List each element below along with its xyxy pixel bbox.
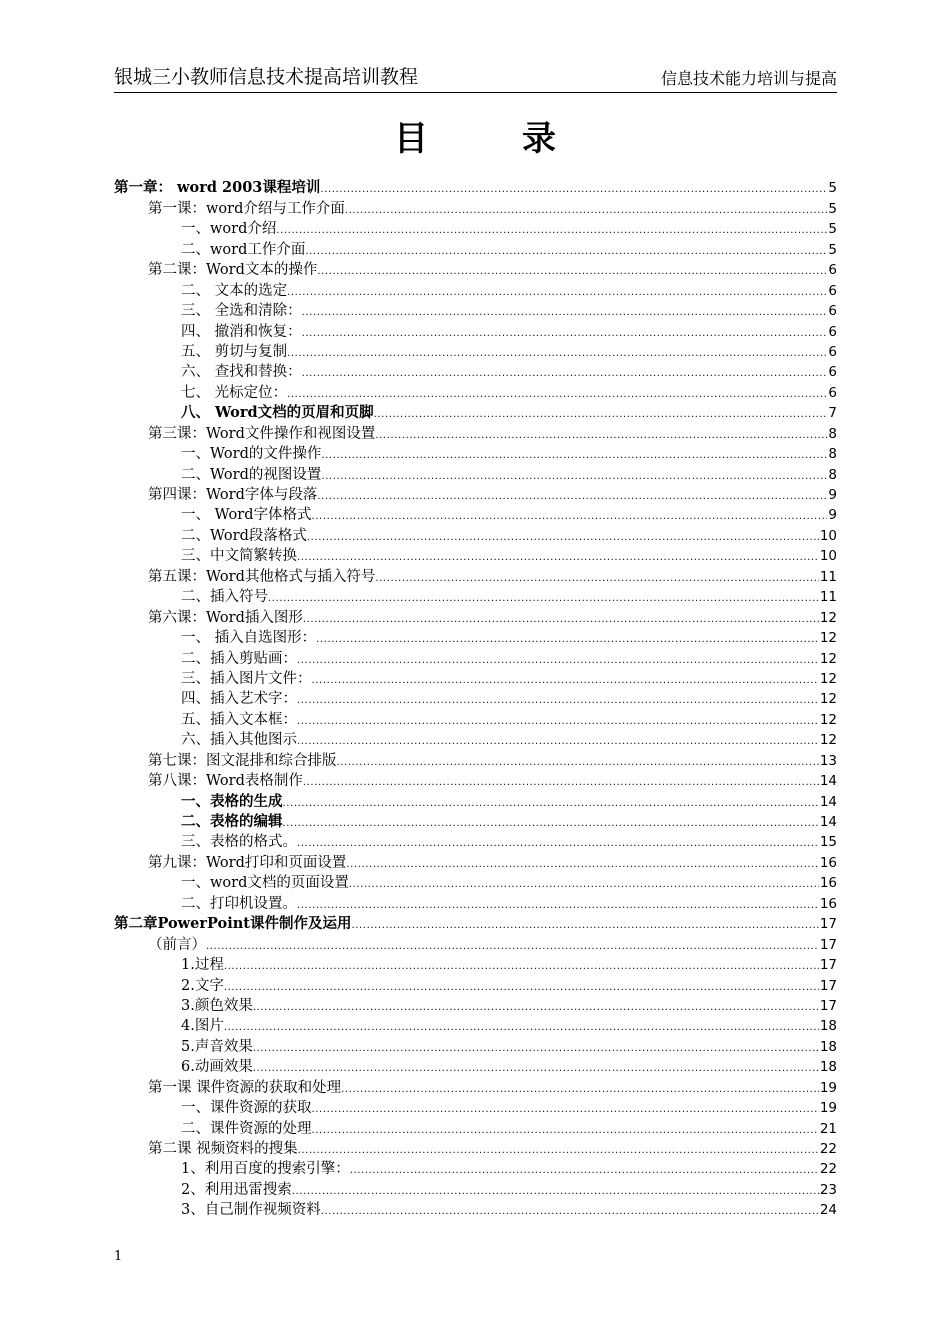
toc-entry-page: 22 bbox=[819, 1141, 837, 1157]
toc-entry-page: 17 bbox=[819, 977, 837, 994]
toc-dot-leader bbox=[303, 612, 819, 628]
toc-entry[interactable] bbox=[114, 1159, 837, 1179]
toc-entry-page: 14 bbox=[819, 773, 837, 790]
toc-dot-leader bbox=[224, 959, 819, 975]
toc-dot-leader bbox=[298, 1143, 819, 1159]
toc-entry-page: 6 bbox=[828, 323, 837, 340]
toc-entry[interactable] bbox=[114, 566, 837, 586]
toc-entry-text: 1、利用百度的搜索引擎： bbox=[181, 1161, 350, 1178]
toc-entry-text: 第四课：Word字体与段落 bbox=[148, 487, 318, 503]
toc-entry[interactable] bbox=[114, 832, 837, 852]
toc-entry[interactable] bbox=[114, 1036, 837, 1056]
toc-title: 目 录 bbox=[394, 119, 586, 159]
toc-entry-page: 16 bbox=[819, 875, 837, 892]
toc-dot-leader bbox=[292, 1184, 819, 1200]
toc-entry[interactable] bbox=[114, 607, 837, 627]
toc-entry[interactable] bbox=[114, 239, 837, 259]
toc-entry[interactable] bbox=[114, 178, 837, 198]
toc-entry-text: 5.声音效果 bbox=[181, 1038, 253, 1055]
toc-entry-text: 第一课 课件资源的获取和处理 bbox=[148, 1079, 342, 1096]
toc-entry[interactable] bbox=[114, 1179, 837, 1199]
table-of-contents bbox=[114, 178, 837, 1220]
toc-entry[interactable] bbox=[114, 1016, 837, 1036]
toc-entry[interactable] bbox=[114, 546, 837, 566]
toc-entry-text: 6.动画效果 bbox=[181, 1059, 253, 1076]
toc-dot-leader bbox=[297, 550, 819, 566]
toc-entry-page: 17 bbox=[819, 936, 837, 953]
toc-entry[interactable] bbox=[114, 587, 837, 607]
toc-entry-page: 9 bbox=[828, 507, 837, 524]
toc-entry-page: 10 bbox=[819, 548, 837, 565]
toc-entry-text: 二、课件资源的处理 bbox=[181, 1120, 312, 1137]
toc-dot-leader bbox=[321, 469, 827, 485]
toc-entry-text: 第九课：Word打印和页面设置 bbox=[148, 854, 347, 871]
toc-entry-text: 五、插入文本框： bbox=[181, 711, 297, 728]
toc-entry-page: 21 bbox=[819, 1120, 837, 1137]
toc-dot-leader bbox=[307, 530, 819, 546]
toc-entry-text: 二、插入剪贴画： bbox=[181, 650, 297, 667]
toc-entry[interactable] bbox=[114, 955, 837, 975]
toc-entry[interactable] bbox=[114, 260, 837, 280]
toc-entry-text: 二、Word的视图设置 bbox=[181, 466, 322, 483]
toc-entry[interactable] bbox=[114, 382, 837, 402]
toc-entry-text: 2.文字 bbox=[181, 977, 224, 994]
toc-entry-page: 16 bbox=[819, 854, 837, 871]
toc-dot-leader bbox=[302, 366, 828, 382]
toc-entry-text: 三、中文简繁转换 bbox=[181, 548, 297, 565]
toc-entry-page: 8 bbox=[828, 446, 837, 463]
toc-entry[interactable] bbox=[114, 423, 837, 443]
toc-entry-text: 六、插入其他图示 bbox=[181, 732, 297, 749]
toc-dot-leader bbox=[253, 1000, 819, 1016]
toc-entry-text: 八、 Word文档的页眉和页脚 bbox=[181, 404, 374, 422]
toc-entry[interactable] bbox=[114, 1057, 837, 1077]
toc-entry-page: 5 bbox=[828, 241, 837, 258]
toc-dot-leader bbox=[297, 714, 819, 730]
toc-entry-page: 18 bbox=[819, 1018, 837, 1035]
toc-entry-text: 第二课：Word文本的操作 bbox=[148, 262, 318, 279]
toc-entry[interactable] bbox=[114, 852, 837, 872]
toc-entry-page: 22 bbox=[819, 1161, 837, 1178]
toc-dot-leader bbox=[350, 1163, 819, 1179]
toc-dot-leader bbox=[305, 244, 827, 260]
toc-dot-leader bbox=[312, 1102, 819, 1118]
toc-entry-text: 二、插入符号 bbox=[181, 589, 268, 606]
page-header bbox=[114, 64, 837, 93]
toc-entry-page: 10 bbox=[819, 527, 837, 544]
toc-entry-page: 9 bbox=[828, 487, 837, 503]
toc-entry-text: 第七课：图文混排和综合排版 bbox=[148, 752, 337, 769]
toc-entry-page: 12 bbox=[819, 670, 837, 687]
toc-entry-page: 19 bbox=[819, 1079, 837, 1096]
toc-entry-text: 二、word工作介面 bbox=[181, 241, 306, 258]
toc-entry-page: 6 bbox=[828, 303, 837, 320]
toc-entry-page: 6 bbox=[828, 364, 837, 381]
toc-dot-leader bbox=[287, 387, 827, 403]
toc-dot-leader bbox=[351, 918, 818, 934]
toc-dot-leader bbox=[224, 980, 819, 996]
toc-entry[interactable] bbox=[114, 730, 837, 750]
toc-entry-text: 二、打印机设置。 bbox=[181, 895, 297, 912]
toc-dot-leader bbox=[297, 734, 819, 750]
toc-entry-text: 一、word介绍 bbox=[181, 221, 277, 238]
toc-dot-leader bbox=[297, 693, 819, 709]
toc-dot-leader bbox=[303, 775, 819, 791]
toc-entry[interactable] bbox=[114, 934, 837, 954]
toc-entry-text: 3.颜色效果 bbox=[181, 997, 253, 1014]
toc-entry-page: 6 bbox=[828, 262, 837, 279]
toc-entry-text: 六、 查找和替换： bbox=[181, 364, 302, 381]
toc-entry[interactable] bbox=[114, 914, 837, 934]
toc-entry-page: 12 bbox=[819, 609, 837, 626]
toc-entry-text: 一、课件资源的获取 bbox=[181, 1100, 312, 1117]
toc-dot-leader bbox=[283, 816, 819, 832]
toc-entry-text: 第三课：Word文件操作和视图设置 bbox=[148, 425, 376, 442]
toc-entry[interactable] bbox=[114, 1118, 837, 1138]
toc-entry[interactable] bbox=[114, 198, 837, 218]
toc-entry[interactable] bbox=[114, 628, 837, 648]
toc-entry[interactable] bbox=[114, 771, 837, 791]
toc-entry-page: 14 bbox=[819, 793, 837, 810]
toc-entry[interactable] bbox=[114, 342, 837, 362]
toc-entry-text: 一、Word的文件操作 bbox=[181, 446, 322, 463]
toc-entry-text: 二、 文本的选定 bbox=[181, 282, 288, 299]
toc-entry[interactable] bbox=[114, 812, 837, 832]
toc-entry-page: 8 bbox=[828, 466, 837, 483]
toc-entry-page: 18 bbox=[819, 1059, 837, 1076]
toc-entry-page: 17 bbox=[819, 957, 837, 974]
toc-entry[interactable] bbox=[114, 362, 837, 382]
toc-entry-text: 二、表格的编辑 bbox=[181, 813, 283, 830]
toc-dot-leader bbox=[375, 571, 818, 587]
toc-entry-page: 8 bbox=[828, 425, 837, 442]
toc-dot-leader bbox=[287, 346, 827, 362]
toc-entry-text: 第五课：Word其他格式与插入符号 bbox=[148, 568, 376, 585]
toc-entry[interactable] bbox=[114, 219, 837, 239]
toc-entry-text: 一、 插入自选图形： bbox=[181, 630, 317, 647]
toc-entry-text: 第一课：word介绍与工作介面 bbox=[148, 200, 345, 217]
toc-entry-text: 四、 撤消和恢复： bbox=[181, 323, 302, 340]
toc-entry-page: 12 bbox=[819, 732, 837, 749]
toc-entry-page: 5 bbox=[828, 200, 837, 217]
toc-entry-text: 三、表格的格式。 bbox=[181, 834, 297, 851]
toc-dot-leader bbox=[312, 673, 819, 689]
toc-entry[interactable] bbox=[114, 669, 837, 689]
toc-dot-leader bbox=[321, 1204, 819, 1220]
toc-entry[interactable] bbox=[114, 280, 837, 300]
toc-dot-leader bbox=[302, 305, 828, 321]
toc-dot-leader bbox=[224, 1020, 819, 1036]
toc-entry-text: 一、表格的生成 bbox=[181, 792, 283, 810]
toc-dot-leader bbox=[297, 836, 819, 852]
toc-entry-text: 第一章： word 2003课程培训 bbox=[114, 179, 321, 197]
toc-entry-page: 11 bbox=[819, 589, 837, 606]
toc-dot-leader bbox=[317, 264, 827, 280]
toc-entry-text: 第二课 视频资料的搜集 bbox=[148, 1141, 298, 1157]
toc-entry-text: 3、自己制作视频资料 bbox=[181, 1202, 321, 1219]
toc-entry-text: 一、 Word字体格式 bbox=[181, 507, 312, 524]
toc-entry-text: 四、插入艺术字： bbox=[181, 691, 297, 708]
toc-dot-leader bbox=[268, 591, 819, 607]
toc-entry[interactable] bbox=[114, 403, 837, 423]
toc-entry-text: 一、word文档的页面设置 bbox=[181, 875, 349, 892]
toc-entry[interactable] bbox=[114, 321, 837, 341]
toc-dot-leader bbox=[206, 939, 819, 955]
toc-entry[interactable] bbox=[114, 689, 837, 709]
toc-entry-page: 23 bbox=[819, 1181, 837, 1198]
toc-entry[interactable] bbox=[114, 444, 837, 464]
toc-entry-page: 12 bbox=[819, 691, 837, 708]
toc-entry[interactable] bbox=[114, 301, 837, 321]
toc-entry[interactable] bbox=[114, 750, 837, 770]
toc-entry[interactable] bbox=[114, 873, 837, 893]
toc-entry-text: 五、 剪切与复制 bbox=[181, 343, 288, 360]
toc-entry-page: 19 bbox=[819, 1100, 837, 1117]
toc-entry-page: 11 bbox=[819, 568, 837, 585]
header-right-title: 信息技术能力培训与提高 bbox=[660, 69, 837, 88]
toc-dot-leader bbox=[297, 653, 819, 669]
toc-entry[interactable] bbox=[114, 893, 837, 913]
toc-entry-text: 1.过程 bbox=[181, 957, 224, 974]
toc-entry[interactable] bbox=[114, 1098, 837, 1118]
toc-entry-page: 14 bbox=[819, 814, 837, 830]
toc-entry-page: 7 bbox=[828, 405, 837, 422]
toc-dot-leader bbox=[337, 755, 819, 771]
toc-dot-leader bbox=[253, 1061, 819, 1077]
toc-dot-leader bbox=[346, 857, 818, 873]
toc-dot-leader bbox=[276, 223, 827, 239]
toc-entry[interactable] bbox=[114, 648, 837, 668]
toc-entry-text: 三、 全选和清除： bbox=[181, 303, 302, 320]
toc-entry-page: 24 bbox=[819, 1202, 837, 1219]
toc-entry-page: 12 bbox=[819, 650, 837, 667]
toc-entry-page: 13 bbox=[819, 752, 837, 769]
toc-entry-page: 5 bbox=[828, 180, 837, 197]
toc-entry-text: 第二章PowerPoint课件制作及运用 bbox=[114, 915, 352, 933]
toc-entry[interactable] bbox=[114, 505, 837, 525]
toc-dot-leader bbox=[345, 203, 828, 219]
toc-entry[interactable] bbox=[114, 791, 837, 811]
footer-page-number: 1 bbox=[114, 1249, 123, 1264]
toc-entry-text: 2、利用迅雷搜索 bbox=[181, 1181, 292, 1198]
toc-entry-page: 15 bbox=[819, 834, 837, 851]
toc-entry-text: 第八课：Word表格制作 bbox=[148, 773, 303, 790]
toc-entry-page: 6 bbox=[828, 282, 837, 299]
toc-entry[interactable] bbox=[114, 996, 837, 1016]
toc-entry[interactable] bbox=[114, 485, 837, 505]
toc-dot-leader bbox=[297, 898, 819, 914]
toc-entry-page: 16 bbox=[819, 895, 837, 912]
toc-entry[interactable] bbox=[114, 975, 837, 995]
toc-entry-page: 17 bbox=[819, 916, 837, 933]
toc-entry[interactable] bbox=[114, 1200, 837, 1220]
toc-entry-text: （前言） bbox=[148, 936, 206, 953]
toc-entry-page: 12 bbox=[819, 711, 837, 728]
header-left-title: 银城三小教师信息技术提高培训教程 bbox=[114, 66, 419, 88]
toc-dot-leader bbox=[287, 285, 827, 301]
toc-entry-text: 第六课：Word插入图形 bbox=[148, 609, 303, 626]
toc-entry-text: 七、 光标定位： bbox=[181, 384, 288, 401]
toc-entry[interactable] bbox=[114, 525, 837, 545]
toc-entry-text: 4.图片 bbox=[181, 1018, 224, 1035]
toc-dot-leader bbox=[321, 448, 827, 464]
toc-entry-page: 6 bbox=[828, 384, 837, 401]
toc-dot-leader bbox=[302, 326, 828, 342]
toc-entry[interactable] bbox=[114, 1077, 837, 1097]
toc-entry-page: 12 bbox=[819, 630, 837, 647]
toc-dot-leader bbox=[312, 1123, 819, 1139]
toc-dot-leader bbox=[320, 182, 827, 198]
toc-dot-leader bbox=[375, 428, 827, 444]
toc-dot-leader bbox=[374, 407, 828, 423]
toc-dot-leader bbox=[316, 632, 819, 648]
toc-dot-leader bbox=[283, 796, 819, 812]
toc-dot-leader bbox=[349, 877, 819, 893]
toc-dot-leader bbox=[253, 1041, 819, 1057]
toc-dot-leader bbox=[341, 1082, 819, 1098]
toc-entry-page: 6 bbox=[828, 343, 837, 360]
toc-entry-text: 二、Word段落格式 bbox=[181, 527, 307, 544]
toc-entry-text: 三、插入图片文件： bbox=[181, 670, 312, 687]
toc-entry[interactable] bbox=[114, 464, 837, 484]
toc-entry-page: 5 bbox=[828, 221, 837, 238]
toc-entry-page: 17 bbox=[819, 997, 837, 1014]
toc-dot-leader bbox=[311, 509, 827, 525]
toc-entry-page: 18 bbox=[819, 1038, 837, 1055]
toc-entry[interactable] bbox=[114, 1139, 837, 1159]
toc-entry[interactable] bbox=[114, 709, 837, 729]
toc-dot-leader bbox=[317, 489, 827, 505]
